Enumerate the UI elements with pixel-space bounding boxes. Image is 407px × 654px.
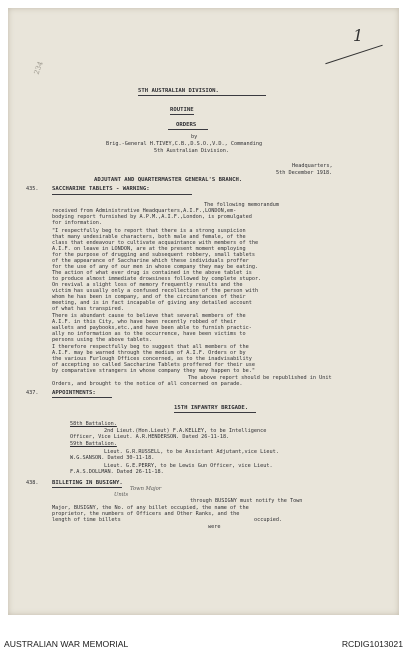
billeting-line: occupied.	[254, 517, 283, 523]
item-438-heading-underline	[52, 487, 122, 488]
brigade-heading-underline	[174, 412, 256, 413]
item-438-number: 438.	[26, 480, 39, 486]
billeting-line: length of time billets	[52, 517, 121, 523]
reference-id: RCDIG1013021	[341, 639, 403, 649]
orders-underline	[168, 129, 208, 130]
appointment-line: Officer, Vice Lieut. A.R.HENDERSON. Dated 26-11-18.	[70, 434, 230, 440]
body-line: meeting, and is in fact incapable of giving any detailed account	[52, 300, 252, 306]
order-date: 5th December 1918.	[276, 170, 333, 176]
unit-heading-58th: 58th Battalion.	[70, 421, 117, 427]
headquarters-label: Headquarters,	[292, 163, 333, 169]
item-435-heading-underline	[52, 194, 192, 195]
page-number-stroke	[325, 45, 382, 64]
body-line: for the purpose of drugging and subsequent robbery, small tablets	[52, 252, 256, 258]
unit-heading-59th: 59th Battalion.	[70, 441, 117, 447]
body-line: wallets and paybooks,etc.,and have been able to furnish practic-	[52, 325, 252, 331]
brigade-heading: 15TH INFANTRY BRIGADE.	[174, 405, 249, 411]
by-label: by	[191, 134, 198, 140]
body-line: There is abundant cause to believe that several members of the	[52, 313, 246, 319]
body-line: ally no information as to the occurrence, have been victims to	[52, 331, 246, 337]
body-line: I therefore respectfully beg to suggest that all members of the	[52, 344, 249, 350]
handwritten-insertion: Town Major	[130, 486, 162, 492]
routine-label: ROUTINE	[170, 107, 194, 113]
body-line: of what has transpired.	[52, 306, 124, 312]
division-title-underline	[138, 95, 266, 96]
publisher-label: AUSTRALIAN WAR MEMORIAL	[4, 639, 129, 649]
billeting-line: proprietor, the numbers of Officers and Other Ranks, and the	[52, 511, 240, 517]
division-title: 5TH AUSTRALIAN DIVISION.	[138, 88, 219, 94]
body-line: Orders, and brought to the notice of all concerned on parade.	[52, 381, 243, 387]
body-line: class that endeavour to cultivate acquaintance with members of the	[52, 240, 259, 246]
body-line: The action of what ever drug is contained in the above tablet is	[52, 270, 252, 276]
routine-underline	[170, 114, 194, 115]
page-number-handwritten: 1	[353, 26, 364, 45]
appointment-line: Lieut. G.E.PERRY, to be Lewis Gun Officer, vice Lieut.	[104, 463, 273, 469]
body-line: bodying report furnished by A.P.M.,A.I.F.,London, is promulgated	[52, 214, 252, 220]
body-line: victim has usually only a confused recollection of the person with	[52, 288, 259, 294]
commander-line-1: Brig.-General H.TIVEY,C.B.,D.S.O.,V.D., Commanding	[106, 141, 263, 147]
appointment-line: F.A.S.DOLLMAN. Dated 26-11-18.	[70, 469, 164, 475]
body-line: A.I.F. in this City, who have been recently robbed of their	[52, 319, 237, 325]
body-line: The above report should be republished in Unit	[188, 375, 332, 381]
body-line: of accepting so called Saccharine Tablets proffered for their use	[52, 362, 256, 368]
item-437-heading-underline	[52, 397, 112, 398]
item-438-heading: BILLETING IN BUSIGNY.	[52, 480, 123, 486]
document-page	[8, 8, 399, 615]
body-line: whom he has been in company, and of the circumstances of their	[52, 294, 246, 300]
body-line: persons using the above tablets.	[52, 337, 152, 343]
item-435-heading: SACCHARINE TABLETS - WARNING:	[52, 186, 150, 192]
orders-label: ORDERS	[176, 122, 197, 128]
margin-pencil-note: 234	[32, 60, 45, 76]
billeting-line: through BUSIGNY must notify the Town	[190, 498, 303, 504]
commander-line-2: 5th Australian Division.	[154, 148, 229, 154]
archive-footer	[0, 636, 407, 654]
appointment-line: 2nd Lieut.(Hon.Lieut) F.A.KELLEY, to be Intelligence	[104, 428, 267, 434]
item-437-heading: APPOINTMENTS:	[52, 390, 96, 396]
body-line: On revival a slight loss of memory frequently results and the	[52, 282, 243, 288]
item-435-number: 435.	[26, 186, 39, 192]
body-line: A.I.F. on leave in LONDON, are at the present moment employing	[52, 246, 246, 252]
body-line: of the appearance of Saccharine which these individuals proffer	[52, 258, 249, 264]
body-line: the various Furlough Offices concerned, as to the inadvisability	[52, 356, 252, 362]
appointment-line: Lieut. G.R.RUSSELL, to be Assistant Adjutant,vice Lieut.	[104, 449, 279, 455]
body-line: A.I.F. may be warned through the medium of A.I.F. Orders or by	[52, 350, 246, 356]
item-437-number: 437.	[26, 390, 39, 396]
body-line: for the use of any of our men in whose company they may be eating.	[52, 264, 259, 270]
appointment-line: W.G.SANSON. Dated 30-11-18.	[70, 455, 155, 461]
billeting-line: were	[208, 524, 221, 530]
body-line: to produce almost immediate drowsiness followed by complete stupor.	[52, 276, 262, 282]
body-line: received from Administrative Headquarters,A.I.F.,LONDON,em-	[52, 208, 237, 214]
body-line: The following memorandum	[204, 202, 279, 208]
body-line: by comparative strangers in whose company they may happen to be."	[52, 368, 256, 374]
body-line: "I respectfully beg to report that there is a strong suspicion	[52, 228, 246, 234]
billeting-line: Major, BUSIGNY, the No. of any billet occupied, the name of the	[52, 505, 249, 511]
body-line: that many undesirable characters, both male and female, of the	[52, 234, 246, 240]
body-line: for information.	[52, 220, 102, 226]
handwritten-insertion: Units	[114, 492, 129, 498]
branch-heading: ADJUTANT AND QUARTERMASTER GENERAL'S BRANCH.	[94, 177, 243, 183]
